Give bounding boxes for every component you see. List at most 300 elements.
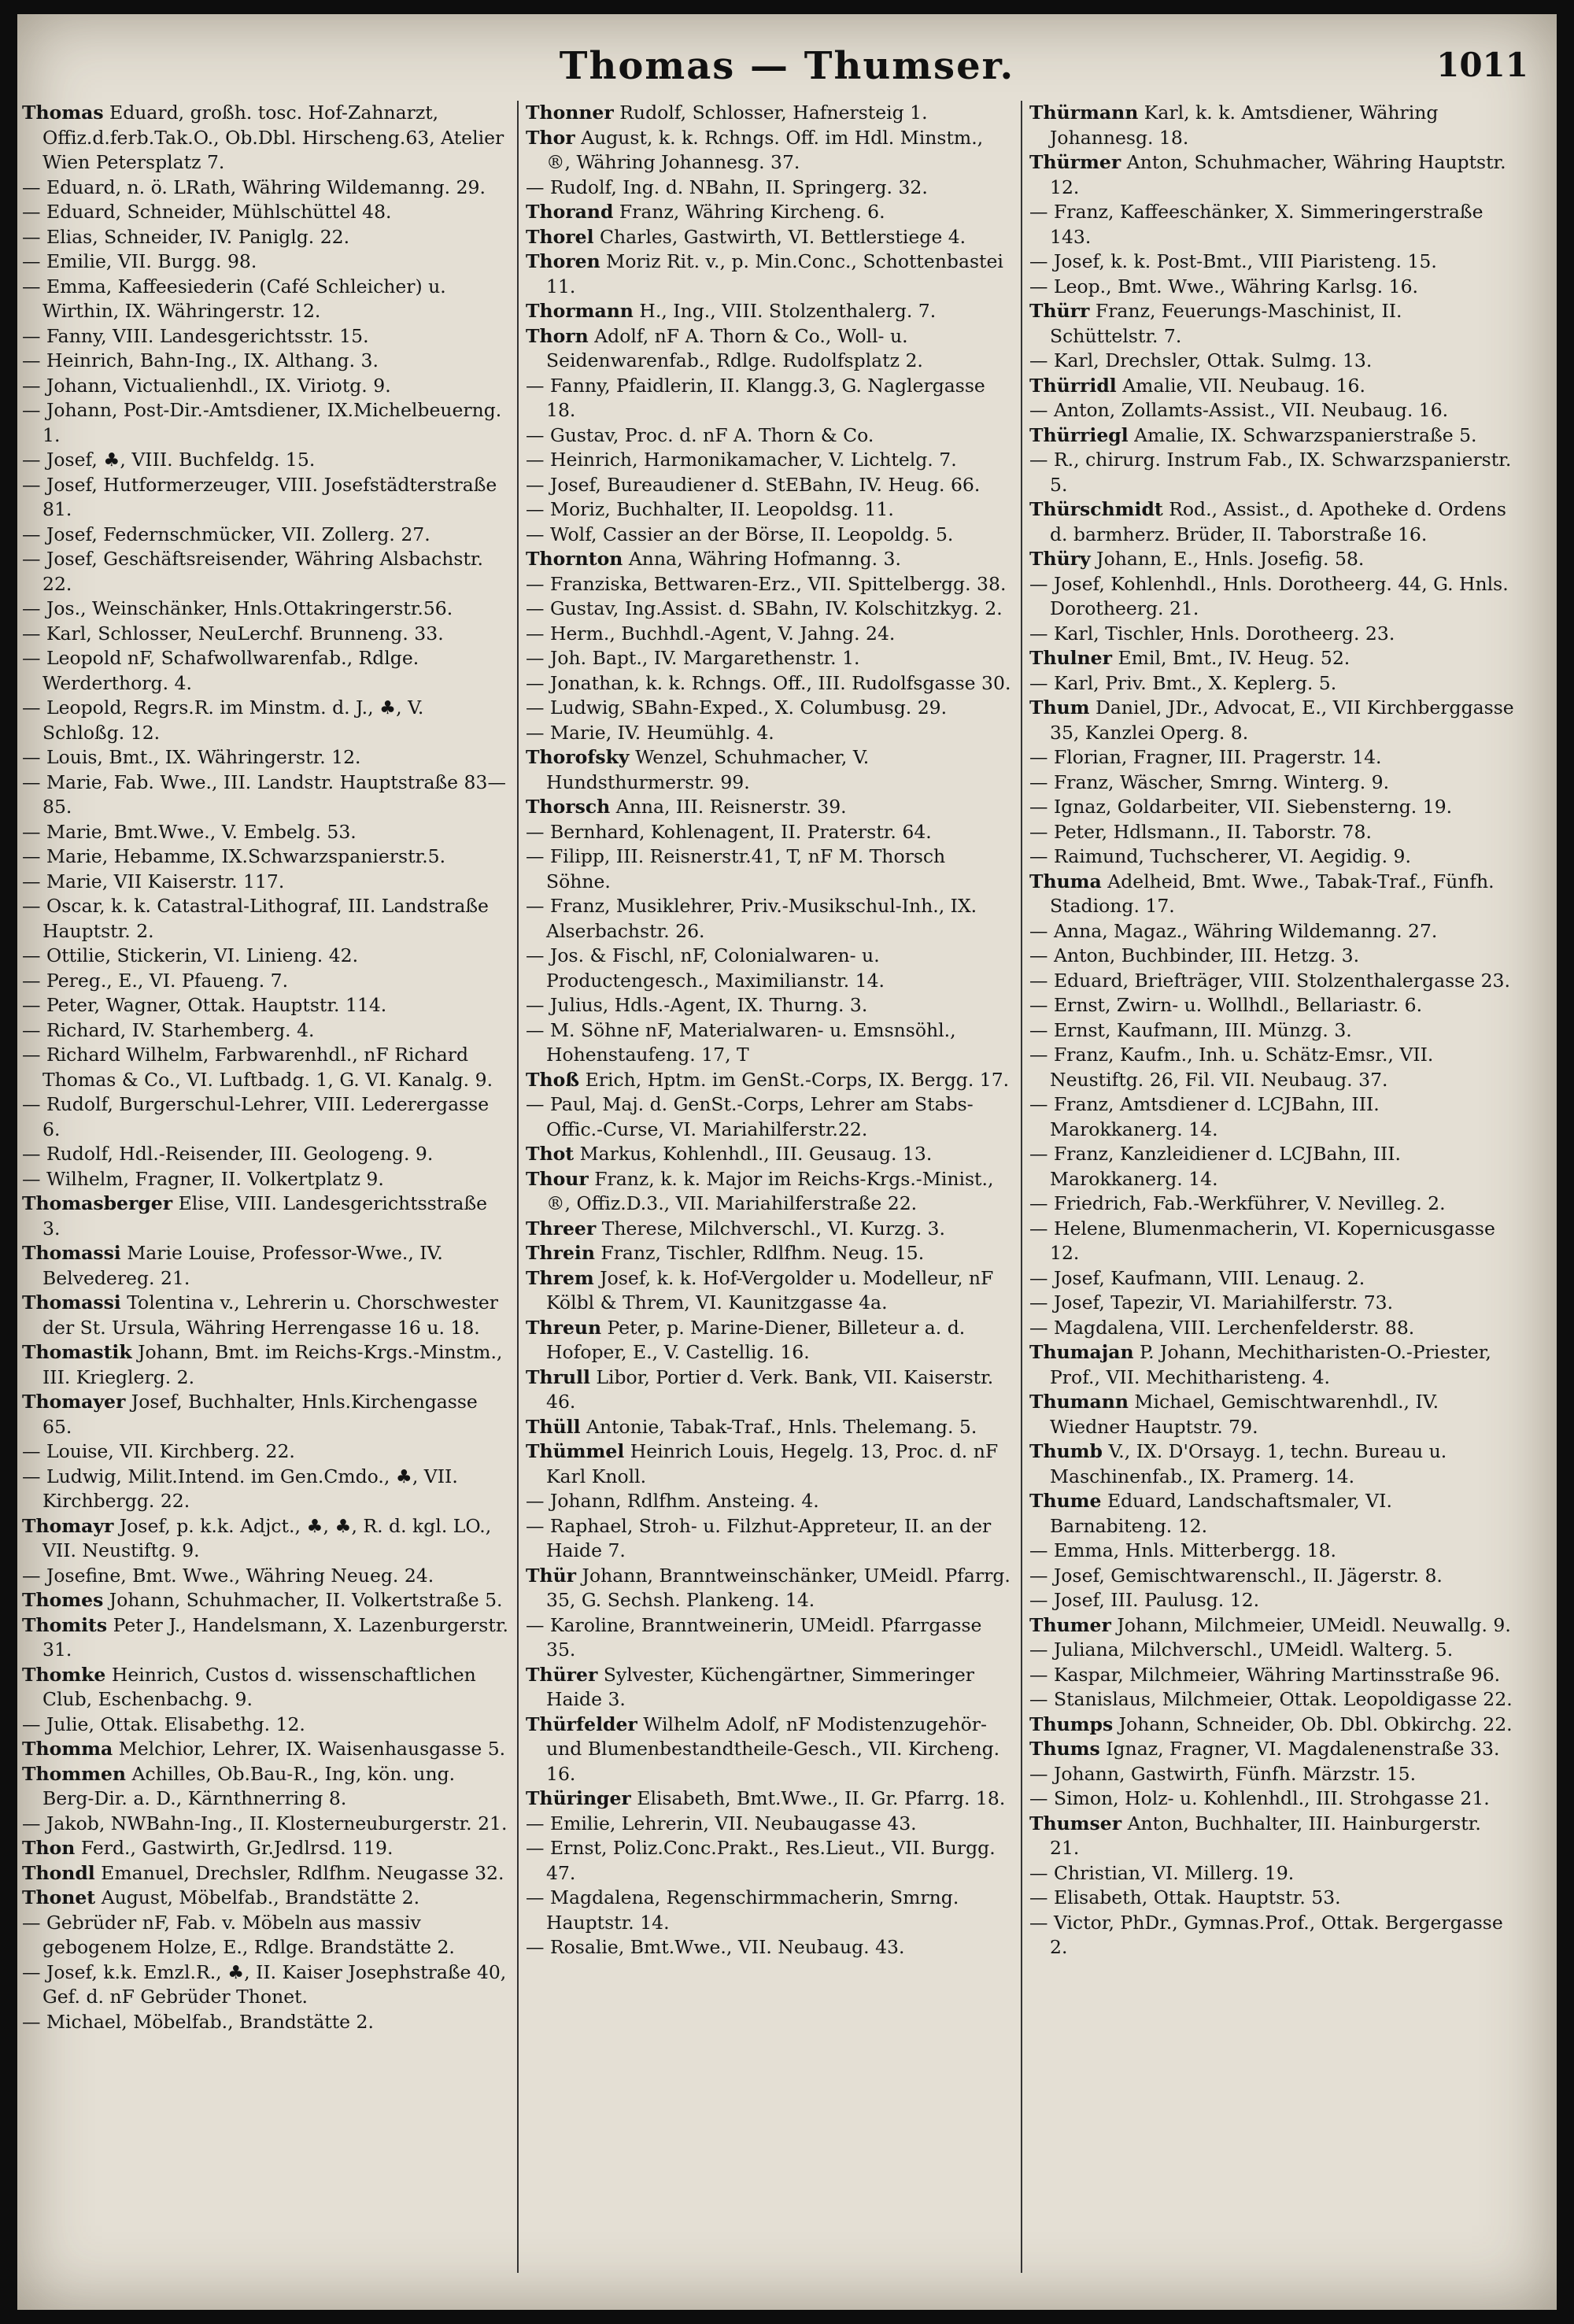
directory-entry — [526, 1786, 1012, 1812]
entry-surname: Thüll — [526, 1415, 581, 1438]
entry-surname: Thornton — [526, 548, 623, 570]
directory-entry — [1029, 1390, 1516, 1439]
entry-text: — Josef, Bureaudiener d. StEBahn, IV. Heug. 66. — [526, 473, 981, 496]
entry-text: — Marie, VII Kaiserstr. 117. — [22, 870, 285, 892]
directory-entry — [526, 944, 1012, 993]
directory-entry — [22, 1886, 508, 1911]
directory-entry — [22, 1836, 508, 1861]
directory-entry — [1029, 969, 1516, 994]
entry-text: Markus, Kohlenhdl., III. Geusaug. 13. — [574, 1143, 933, 1165]
directory-entry — [526, 101, 1012, 126]
entry-text: — Paul, Maj. d. GenSt.-Corps, Lehrer am Stabs-Offic.-Curse, VI. Mariahilferstr.22. — [526, 1093, 974, 1140]
entry-text: Johann, Bmt. im Reichs-Krgs.-Minstm., III. Krieglerg. 2. — [42, 1341, 503, 1388]
entry-text: — Florian, Fragner, III. Pragerstr. 14. — [1029, 746, 1382, 768]
directory-entry — [22, 1192, 508, 1241]
entry-text: — Ludwig, Milit.Intend. im Gen.Cmdo., ♣, VII. Kirchbergg. 22. — [22, 1465, 458, 1512]
directory-columns — [22, 101, 1517, 2273]
entry-surname: Thür — [526, 1564, 577, 1587]
entry-text: — Josef, Tapezir, VI. Mariahilferstr. 73. — [1029, 1291, 1394, 1313]
directory-entry — [526, 1018, 1012, 1068]
directory-entry — [22, 969, 508, 994]
directory-entry — [1029, 944, 1516, 969]
directory-entry — [526, 448, 1012, 473]
directory-entry — [1029, 1762, 1516, 1787]
directory-entry — [526, 1812, 1012, 1837]
directory-entry — [22, 374, 508, 399]
directory-entry — [526, 1613, 1012, 1663]
directory-entry — [22, 844, 508, 870]
entry-text: — Josef, Geschäftsreisender, Währing Alsbachstr. 22. — [22, 548, 484, 595]
entry-surname: Thum — [1029, 696, 1090, 719]
entry-surname: Thomes — [22, 1589, 104, 1611]
entry-text: — Ernst, Poliz.Conc.Prakt., Res.Lieut., VII. Burgg. 47. — [526, 1837, 996, 1884]
entry-text: — Ottilie, Stickerin, VI. Linieng. 42. — [22, 944, 359, 966]
entry-text: — Raphael, Stroh- u. Filzhut-Appreteur, II. an der Haide 7. — [526, 1514, 992, 1561]
entry-text: — Marie, Hebamme, IX.Schwarzspanierstr.5. — [22, 845, 446, 867]
entry-text: — Julius, Hdls.-Agent, IX. Thurng. 3. — [526, 994, 868, 1016]
entry-text: — Emilie, Lehrerin, VII. Neubaugasse 43. — [526, 1812, 917, 1834]
directory-entry — [1029, 1316, 1516, 1341]
entry-text: — Josef, Hutformerzeuger, VIII. Josefstädterstraße 81. — [22, 473, 497, 520]
directory-entry — [1029, 448, 1516, 497]
directory-entry — [526, 176, 1012, 201]
directory-entry — [1029, 671, 1516, 696]
entry-text: — Josef, Kaufmann, VIII. Lenaug. 2. — [1029, 1266, 1365, 1289]
entry-text: — Richard, IV. Starhemberg. 4. — [22, 1018, 315, 1041]
directory-entry — [1029, 1613, 1516, 1639]
directory-entry — [22, 448, 508, 473]
entry-text: Heinrich, Custos d. wissenschaftlichen Club, Eschenbachg. 9. — [42, 1663, 476, 1710]
entry-surname: Thor — [526, 126, 575, 149]
directory-entry — [526, 423, 1012, 449]
entry-surname: Thomas — [22, 102, 104, 124]
entry-text: — Leop., Bmt. Wwe., Währing Karlsg. 16. — [1029, 275, 1418, 297]
entry-text: — Johann, Rdlfhm. Ansteing. 4. — [526, 1490, 819, 1512]
entry-text: — Heinrich, Harmonikamacher, V. Lichtelg. 7. — [526, 449, 957, 471]
directory-entry — [22, 1713, 508, 1738]
entry-text: August, Möbelfab., Brandstätte 2. — [95, 1886, 420, 1908]
directory-entry — [1029, 275, 1516, 300]
entry-text: — Raimund, Tuchscherer, VI. Aegidig. 9. — [1029, 845, 1411, 867]
entry-text: — Marie, Fab. Wwe., III. Landstr. Hauptstraße 83—85. — [22, 770, 506, 818]
directory-entry — [526, 1068, 1012, 1093]
directory-entry — [22, 1167, 508, 1192]
entry-text: — Franziska, Bettwaren-Erz., VII. Spittelbergg. 38. — [526, 572, 1007, 595]
entry-text: — Moriz, Buchhalter, II. Leopoldsg. 11. — [526, 498, 894, 520]
directory-entry — [22, 597, 508, 622]
directory-entry — [22, 398, 508, 448]
entry-text: — Wolf, Cassier an der Börse, II. Leopoldg. 5. — [526, 523, 954, 545]
directory-entry — [1029, 795, 1516, 820]
entry-text: — Christian, VI. Millerg. 19. — [1029, 1861, 1295, 1884]
entry-text: — Ignaz, Goldarbeiter, VII. Siebensterng. 19. — [1029, 796, 1453, 818]
directory-entry — [22, 1564, 508, 1589]
entry-text: — Leopold nF, Schafwollwarenfab., Rdlge. Werderthorg. 4. — [22, 647, 419, 694]
directory-entry — [22, 324, 508, 349]
directory-entry — [526, 721, 1012, 746]
entry-text: — Gustav, Ing.Assist. d. SBahn, IV. Kolschitzkyg. 2. — [526, 597, 1003, 619]
entry-text: — Friedrich, Fab.-Werkführer, V. Nevilleg. 2. — [1029, 1192, 1446, 1214]
entry-text: — Karl, Schlosser, NeuLerchf. Brunneng. 33. — [22, 622, 444, 645]
entry-surname: Thomasberger — [22, 1192, 173, 1214]
entry-surname: Thommen — [22, 1762, 127, 1785]
entry-text: — Josefine, Bmt. Wwe., Währing Neueg. 24. — [22, 1564, 434, 1587]
entry-text: — Rudolf, Ing. d. NBahn, II. Springerg. 32. — [526, 176, 928, 198]
directory-entry — [526, 547, 1012, 572]
entry-text: — Josef, k.k. Emzl.R., ♣, II. Kaiser Josephstraße 40, Gef. d. nF Gebrüder Thonet. — [22, 1960, 507, 2008]
entry-text: Melchior, Lehrer, IX. Waisenhausgasse 5. — [113, 1738, 506, 1760]
directory-entry — [22, 473, 508, 523]
entry-surname: Threun — [526, 1316, 602, 1339]
entry-text: — Bernhard, Kohlenagent, II. Praterstr. 64. — [526, 820, 932, 843]
entry-text: Johann, Schneider, Ob. Dbl. Obkirchg. 22. — [1113, 1713, 1513, 1735]
entry-text: P. Johann, Mechitharisten-O.-Priester, Prof., VII. Mechitharisteng. 4. — [1050, 1341, 1491, 1388]
directory-entry — [526, 1266, 1012, 1316]
directory-entry — [22, 225, 508, 250]
entry-text: — Gustav, Proc. d. nF A. Thorn & Co. — [526, 423, 874, 446]
directory-entry — [1029, 1861, 1516, 1886]
entry-text: — Peter, Wagner, Ottak. Hauptstr. 114. — [22, 994, 387, 1016]
directory-entry — [1029, 1489, 1516, 1539]
entry-surname: Thomke — [22, 1663, 106, 1686]
directory-entry — [526, 299, 1012, 324]
entry-surname: Thoß — [526, 1068, 580, 1091]
entry-surname: Thorand — [526, 201, 614, 223]
entry-text: — Eduard, n. ö. LRath, Währing Wildemanng. 29. — [22, 176, 486, 198]
page-header — [17, 44, 1557, 107]
directory-entry — [1029, 1812, 1516, 1861]
directory-entry — [22, 349, 508, 374]
entry-text: — Karoline, Branntweinerin, UMeidl. Pfarrgasse 35. — [526, 1613, 982, 1661]
entry-text: — Johann, Victualienhdl., IX. Viriotg. 9. — [22, 374, 391, 397]
directory-entry — [1029, 547, 1516, 572]
entry-text: — Fanny, VIII. Landesgerichtsstr. 15. — [22, 324, 369, 347]
entry-surname: Thour — [526, 1167, 589, 1190]
directory-entry — [1029, 299, 1516, 349]
directory-entry — [22, 944, 508, 969]
entry-text: — Anna, Magaz., Währing Wildemanng. 27. — [1029, 919, 1438, 942]
directory-entry — [22, 1241, 508, 1291]
entry-surname: Thums — [1029, 1738, 1100, 1760]
directory-entry — [22, 745, 508, 770]
directory-entry — [22, 176, 508, 201]
directory-entry — [526, 597, 1012, 622]
directory-entry — [1029, 1291, 1516, 1316]
directory-entry — [526, 820, 1012, 845]
directory-entry — [1029, 844, 1516, 870]
entry-text: — M. Söhne nF, Materialwaren- u. Emsnsöhl., Hohenstaufeng. 17, T — [526, 1018, 956, 1066]
entry-surname: Thume — [1029, 1490, 1102, 1512]
entry-text: Rudolf, Schlosser, Hafnersteig 1. — [613, 102, 928, 124]
entry-surname: Thuma — [1029, 870, 1102, 892]
directory-entry — [22, 894, 508, 944]
entry-text: Tolentina v., Lehrerin u. Chorschwester der St. Ursula, Währing Herrengasse 16 u. 18. — [42, 1291, 498, 1339]
entry-surname: Thumann — [1029, 1391, 1129, 1413]
directory-entry — [526, 696, 1012, 721]
entry-text: Ignaz, Fragner, VI. Magdalenenstraße 33. — [1099, 1738, 1500, 1760]
entry-text: Johann, Milchmeier, UMeidl. Neuwallg. 9. — [1110, 1613, 1511, 1636]
entry-text: Erich, Hptm. im GenSt.-Corps, IX. Bergg. 17. — [579, 1068, 1010, 1091]
directory-entry — [526, 993, 1012, 1018]
directory-entry — [22, 101, 508, 176]
directory-entry — [526, 225, 1012, 250]
directory-entry — [526, 1439, 1012, 1489]
entry-surname: Thonet — [22, 1886, 96, 1908]
entry-text: Franz, Feuerungs-Maschinist, II. Schüttelstr. 7. — [1050, 300, 1402, 347]
directory-entry — [22, 1960, 508, 2010]
directory-entry — [1029, 1564, 1516, 1589]
entry-surname: Thürmer — [1029, 151, 1121, 173]
entry-text: Josef, k. k. Hof-Vergolder u. Modelleur, nF Kölbl & Threm, VI. Kaunitzgasse 4a. — [546, 1266, 994, 1313]
entry-text: — Anton, Buchbinder, III. Hetzg. 3. — [1029, 944, 1360, 966]
entry-text: — Jonathan, k. k. Rchngs. Off., III. Rudolfsgasse 30. — [526, 671, 1011, 694]
directory-entry — [526, 374, 1012, 423]
entry-text: — Gebrüder nF, Fab. v. Möbeln aus massiv gebogenem Holze, E., Rdlge. Brandstätte 2. — [22, 1911, 455, 1958]
directory-entry — [526, 497, 1012, 523]
column-1 — [22, 101, 508, 2273]
directory-entry — [1029, 993, 1516, 1018]
entry-text: — Marie, Bmt.Wwe., V. Embelg. 53. — [22, 820, 357, 843]
entry-text: — Karl, Priv. Bmt., X. Keplerg. 5. — [1029, 671, 1337, 694]
entry-text: — Jos. & Fischl, nF, Colonialwaren- u. Productengesch., Maximilianstr. 14. — [526, 944, 885, 992]
entry-surname: Thomassi — [22, 1291, 121, 1313]
entry-text: — Filipp, III. Reisnerstr.41, T, nF M. Thorsch Söhne. — [526, 845, 946, 892]
directory-entry — [526, 795, 1012, 820]
directory-entry — [526, 1415, 1012, 1440]
directory-entry — [526, 249, 1012, 299]
directory-entry — [22, 1613, 508, 1663]
directory-entry — [1029, 1713, 1516, 1738]
entry-text: Marie Louise, Professor-Wwe., IV. Belvedereg. 21. — [42, 1242, 443, 1289]
directory-entry — [526, 1241, 1012, 1266]
entry-text: — Elisabeth, Ottak. Hauptstr. 53. — [1029, 1886, 1341, 1908]
entry-text: Antonie, Tabak-Traf., Hnls. Thelemang. 5. — [580, 1415, 977, 1438]
entry-text: Anton, Buchhalter, III. Hainburgerstr. 21. — [1050, 1812, 1481, 1859]
directory-entry — [526, 324, 1012, 374]
directory-entry — [526, 1142, 1012, 1167]
entry-text: Achilles, Ob.Bau-R., Ing, kön. ung. Berg-Dir. a. D., Kärnthnerring 8. — [42, 1762, 456, 1809]
directory-entry — [1029, 1687, 1516, 1713]
entry-surname: Thormann — [526, 300, 634, 322]
page-number: 1011 — [1436, 46, 1528, 84]
directory-entry — [526, 200, 1012, 225]
directory-entry — [22, 1663, 508, 1713]
entry-surname: Thon — [22, 1837, 76, 1859]
directory-entry — [22, 993, 508, 1018]
directory-entry — [22, 1439, 508, 1465]
entry-surname: Thürridl — [1029, 374, 1117, 397]
directory-entry — [1029, 1439, 1516, 1489]
directory-entry — [1029, 1588, 1516, 1613]
entry-text: Wilhelm Adolf, nF Modistenzugehör- und Blumenbestandtheile-Gesch., VII. Kircheng. 16. — [546, 1713, 1000, 1785]
entry-text: — Juliana, Milchverschl., UMeidl. Walterg. 5. — [1029, 1639, 1454, 1661]
entry-text: Emil, Bmt., IV. Heug. 52. — [1112, 647, 1350, 669]
entry-text: — Louise, VII. Kirchberg. 22. — [22, 1440, 295, 1462]
entry-text: — Josef, Gemischtwarenschl., II. Jägerstr. 8. — [1029, 1564, 1443, 1587]
entry-surname: Thomayr — [22, 1514, 114, 1537]
entry-text: Johann, Branntweinschänker, UMeidl. Pfarrg. 35, G. Sechsh. Plankeng. 14. — [546, 1564, 1011, 1611]
directory-entry — [22, 696, 508, 745]
entry-surname: Thoren — [526, 250, 600, 272]
directory-entry — [22, 1390, 508, 1439]
directory-entry — [22, 249, 508, 275]
directory-entry — [1029, 1340, 1516, 1390]
directory-entry — [22, 820, 508, 845]
entry-text: Franz, k. k. Major im Reichs-Krgs.-Minist., ®, Offiz.D.3., VII. Mariahilferstraße 22. — [546, 1167, 994, 1214]
directory-entry — [526, 1713, 1012, 1787]
directory-entry — [1029, 1266, 1516, 1291]
entry-text: — Richard Wilhelm, Farbwarenhdl., nF Richard Thomas & Co., VI. Luftbadg. 1, G. VI. Kanalg. 9. — [22, 1044, 493, 1091]
entry-surname: Thürr — [1029, 300, 1090, 322]
directory-entry — [526, 1316, 1012, 1365]
entry-text: — Victor, PhDr., Gymnas.Prof., Ottak. Bergergasse 2. — [1029, 1911, 1503, 1958]
directory-entry — [22, 1812, 508, 1837]
directory-entry — [1029, 696, 1516, 745]
entry-surname: Thorsch — [526, 796, 611, 818]
directory-entry — [22, 1588, 508, 1613]
entry-text: Michael, Gemischtwarenhdl., IV. Wiedner Hauptstr. 79. — [1050, 1391, 1439, 1438]
entry-text: — Peter, Hdlsmann., II. Taborstr. 78. — [1029, 820, 1372, 843]
directory-entry — [22, 523, 508, 548]
entry-text: Sylvester, Küchengärtner, Simmeringer Haide 3. — [546, 1663, 974, 1710]
running-title: Thomas — Thumser. — [559, 44, 1015, 88]
entry-surname: Thonner — [526, 102, 614, 124]
entry-text: — Eduard, Schneider, Mühlschüttel 48. — [22, 201, 392, 223]
entry-text: — Rudolf, Hdl.-Reisender, III. Geologeng. 9. — [22, 1143, 434, 1165]
entry-text: Libor, Portier d. Verk. Bank, VII. Kaiserstr. 46. — [546, 1365, 994, 1413]
entry-text: — Louis, Bmt., IX. Währingerstr. 12. — [22, 746, 361, 768]
entry-text: Franz, Währing Kircheng. 6. — [613, 201, 885, 223]
directory-entry — [22, 1340, 508, 1390]
entry-text: — Magdalena, VIII. Lerchenfelderstr. 88. — [1029, 1316, 1415, 1339]
entry-surname: Thumps — [1029, 1713, 1114, 1735]
directory-entry — [1029, 745, 1516, 770]
entry-text: — Johann, Gastwirth, Fünfh. Märzstr. 15. — [1029, 1762, 1417, 1785]
entry-surname: Thürfelder — [526, 1713, 637, 1735]
directory-entry — [1029, 770, 1516, 796]
directory-entry — [1029, 1911, 1516, 1960]
directory-entry — [1029, 646, 1516, 671]
entry-text: Adelheid, Bmt. Wwe., Tabak-Traf., Fünfh. Stadiong. 17. — [1050, 870, 1495, 917]
directory-entry — [1029, 1638, 1516, 1663]
entry-surname: Thümmel — [526, 1440, 625, 1462]
entry-text: — Franz, Wäscher, Smrng. Winterg. 9. — [1029, 770, 1390, 793]
entry-text: Elisabeth, Bmt.Wwe., II. Gr. Pfarrg. 18. — [630, 1787, 1006, 1809]
directory-entry — [526, 1365, 1012, 1415]
entry-text: — Wilhelm, Fragner, II. Volkertplatz 9. — [22, 1167, 384, 1190]
directory-entry — [1029, 1217, 1516, 1266]
directory-entry — [22, 1018, 508, 1044]
entry-surname: Thumb — [1029, 1440, 1103, 1462]
entry-text: — Helene, Blumenmacherin, VI. Kopernicusgasse 12. — [1029, 1217, 1495, 1264]
directory-entry — [22, 870, 508, 895]
directory-entry — [22, 1514, 508, 1564]
entry-text: August, k. k. Rchngs. Off. im Hdl. Minstm., ®, Währing Johannesg. 37. — [546, 126, 984, 173]
entry-text: — Johann, Post-Dir.-Amtsdiener, IX.Michelbeuerng. 1. — [22, 399, 502, 446]
entry-surname: Threin — [526, 1242, 595, 1264]
entry-text: — Julie, Ottak. Elisabethg. 12. — [22, 1713, 305, 1735]
entry-text: — Marie, IV. Heumühlg. 4. — [526, 721, 774, 744]
entry-surname: Thüringer — [526, 1787, 631, 1809]
entry-surname: Thürschmidt — [1029, 498, 1163, 520]
entry-text: Adolf, nF A. Thorn & Co., Woll- u. Seidenwarenfab., Rdlge. Rudolfsplatz 2. — [546, 324, 923, 371]
directory-entry — [526, 1514, 1012, 1564]
entry-text: — Franz, Kaufm., Inh. u. Schätz-Emsr., VII. Neustiftg. 26, Fil. VII. Neubaug. 37. — [1029, 1044, 1434, 1091]
directory-entry — [1029, 398, 1516, 423]
entry-text: Josef, p. k.k. Adjct., ♣, ♣, R. d. kgl. LO., VII. Neustiftg. 9. — [42, 1514, 492, 1561]
directory-entry — [22, 1465, 508, 1514]
entry-text: — Franz, Amtsdiener d. LCJBahn, III. Marokkanerg. 14. — [1029, 1093, 1380, 1140]
directory-entry — [1029, 349, 1516, 374]
column-3 — [1029, 101, 1516, 2273]
entry-text: — Herm., Buchhdl.-Agent, V. Jahng. 24. — [526, 622, 896, 645]
entry-text: — Ernst, Kaufmann, III. Münzg. 3. — [1029, 1018, 1352, 1041]
entry-text: Johann, Schuhmacher, II. Volkertstraße 5. — [103, 1589, 503, 1611]
entry-text: Amalie, VII. Neubaug. 16. — [1116, 374, 1365, 397]
entry-text: — Ernst, Zwirn- u. Wollhdl., Bellariastr. 6. — [1029, 994, 1423, 1016]
entry-text: — Heinrich, Bahn-Ing., IX. Althang. 3. — [22, 349, 379, 371]
directory-entry — [22, 547, 508, 597]
entry-text: Eduard, großh. tosc. Hof-Zahnarzt, Offiz.d.ferb.Tak.O., Ob.Dbl. Hirscheng.63, Atelier Wien Petersplatz 7. — [42, 102, 504, 173]
directory-entry — [526, 1217, 1012, 1242]
entry-text: — Elias, Schneider, IV. Paniglg. 22. — [22, 225, 350, 248]
directory-entry — [22, 1291, 508, 1340]
directory-entry — [526, 1489, 1012, 1514]
entry-text: Wenzel, Schuhmacher, V. Hundsthurmerstr. 99. — [546, 746, 870, 793]
entry-text: — Kaspar, Milchmeier, Währing Martinsstraße 96. — [1029, 1663, 1501, 1686]
entry-text: — Josef, Kohlenhdl., Hnls. Dorotheerg. 44, G. Hnls. Dorotheerg. 21. — [1029, 572, 1509, 619]
entry-text: Anton, Schuhmacher, Währing Hauptstr. 12. — [1050, 151, 1506, 198]
directory-entry — [526, 671, 1012, 696]
entry-text: Peter J., Handelsmann, X. Lazenburgerstr. 31. — [42, 1613, 508, 1661]
directory-entry — [1029, 150, 1516, 200]
entry-text: — Stanislaus, Milchmeier, Ottak. Leopoldigasse 22. — [1029, 1688, 1513, 1710]
entry-text: — Josef, ♣, VIII. Buchfeldg. 15. — [22, 449, 316, 471]
entry-text: — Josef, III. Paulusg. 12. — [1029, 1589, 1260, 1611]
directory-entry — [22, 275, 508, 324]
directory-entry — [1029, 1043, 1516, 1092]
entry-surname: Thomassi — [22, 1242, 121, 1264]
entry-text: — Rudolf, Burgerschul-Lehrer, VIII. Lederergasse 6. — [22, 1093, 490, 1140]
directory-entry — [526, 1092, 1012, 1142]
entry-text: — Franz, Musiklehrer, Priv.-Musikschul-Inh., IX. Alserbachstr. 26. — [526, 895, 977, 942]
entry-text: — Jakob, NWBahn-Ing., II. Klosterneuburgerstr. 21. — [22, 1812, 508, 1834]
entry-text: Peter, p. Marine-Diener, Billeteur a. d. Hofoper, E., V. Castellig. 16. — [546, 1316, 966, 1363]
entry-text: Anna, III. Reisnerstr. 39. — [610, 796, 847, 818]
entry-text: Moriz Rit. v., p. Min.Conc., Schottenbastei 11. — [546, 250, 1003, 297]
entry-surname: Threer — [526, 1217, 597, 1240]
directory-entry — [526, 1663, 1012, 1713]
directory-entry — [1029, 1192, 1516, 1217]
directory-entry — [22, 1861, 508, 1886]
entry-surname: Thorn — [526, 324, 589, 347]
entry-text: — Anton, Zollamts-Assist., VII. Neubaug. 16. — [1029, 399, 1449, 421]
entry-surname: Thulner — [1029, 647, 1113, 669]
entry-surname: Thomma — [22, 1738, 113, 1760]
directory-entry — [22, 1911, 508, 1960]
entry-text: — Emilie, VII. Burgg. 98. — [22, 250, 257, 272]
entry-text: Josef, Buchhalter, Hnls.Kirchengasse 65. — [42, 1391, 478, 1438]
entry-text: — Josef, Federnschmücker, VII. Zollerg. 27. — [22, 523, 430, 545]
directory-entry — [526, 844, 1012, 894]
entry-surname: Thot — [526, 1143, 575, 1165]
directory-entry — [526, 1935, 1012, 1960]
directory-entry — [526, 523, 1012, 548]
entry-text: — Karl, Tischler, Hnls. Dorotheerg. 23. — [1029, 622, 1395, 645]
directory-entry — [22, 2010, 508, 2035]
entry-text: — Josef, k. k. Post-Bmt., VIII Piaristeng. 15. — [1029, 250, 1437, 272]
entry-text: Karl, k. k. Amtsdiener, Währing Johannesg. 18. — [1050, 102, 1439, 149]
